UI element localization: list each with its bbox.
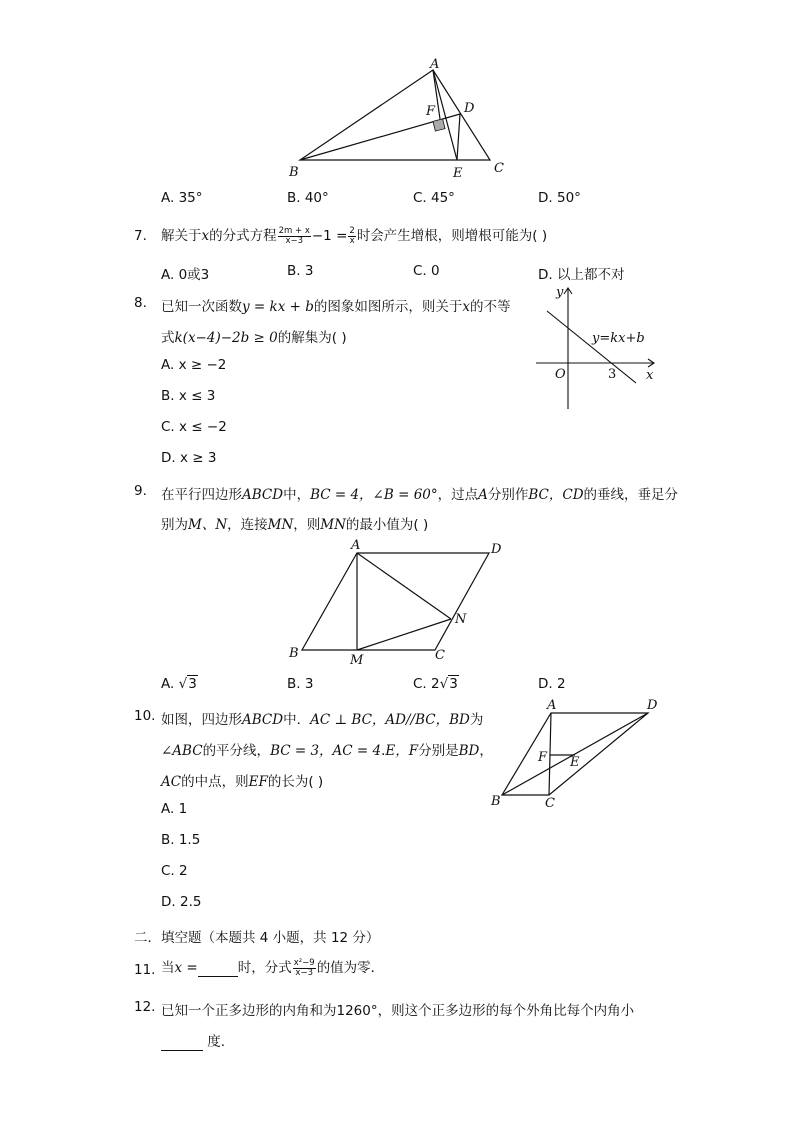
q7-number: 7.	[134, 228, 147, 244]
q9-parallelogram-figure	[285, 535, 515, 670]
q12-stem-line2: 度.	[161, 1030, 225, 1051]
q10-label-a: A	[547, 698, 557, 713]
q10-option-d: D. 2.5	[161, 894, 202, 910]
q7-option-d: D. 以上都不对	[538, 267, 625, 283]
q10-segment-ac	[549, 713, 551, 795]
q8-line-label: y=kx+b	[592, 331, 645, 346]
q8-y-label: y	[556, 285, 564, 300]
q9-label-c: C	[435, 648, 445, 663]
q9-option-a: A. √3	[161, 676, 197, 692]
q10-stem-line3: AC的中点，则EF的长为( )	[161, 774, 324, 790]
q6-label-a: A	[430, 58, 440, 72]
q7-stem: 解关于x的分式方程 $\frac{2m + x}{x-3}$ −1 = $\frac{2}{x}$ 时会产生增根，则增根可能为( )	[161, 225, 548, 246]
q11-stem: 当x = 时，分式 $\frac{\text{x²−9}}{x-3}$ 的值为零．	[161, 957, 385, 978]
q8-option-d: D. x ≥ 3	[161, 450, 217, 466]
q6-option-c: C. 45°	[413, 190, 455, 206]
q8-option-c: C. x ≤ −2	[161, 419, 227, 435]
q10-stem-line1: 如图，四边形ABCD中．AC ⊥ BC，AD//BC，BD为	[161, 712, 484, 728]
q6-option-b: B. 40°	[287, 190, 329, 206]
q9-stem-line2: 别为M、N，连接MN，则MN的最小值为( )	[161, 517, 429, 533]
q9-number: 9.	[134, 483, 147, 499]
q6-triangle-figure	[280, 58, 520, 183]
q6-label-f: F	[426, 104, 436, 119]
q9-label-b: B	[289, 646, 299, 661]
q10-stem-line2: ∠ABC的平分线，BC = 3，AC = 4.E，F分别是BD，	[161, 743, 493, 759]
q6-label-e: E	[453, 166, 463, 181]
q6-right-angle-mark	[433, 119, 445, 131]
q12-number: 12.	[134, 999, 156, 1015]
q10-label-f: F	[538, 750, 548, 765]
q8-option-b: B. x ≤ 3	[161, 388, 216, 404]
q6-option-a: A. 35°	[161, 190, 203, 206]
q9-parallelogram-abcd	[302, 553, 489, 650]
section2-title: 二．填空题（本题共 4 小题，共 12 分）	[134, 930, 380, 946]
q9-label-d: D	[491, 542, 502, 557]
q8-option-a: A. x ≥ −2	[161, 357, 227, 373]
q8-x-tick-label: 3	[608, 367, 617, 382]
q8-origin-label: O	[555, 367, 566, 382]
q6-label-d: D	[464, 101, 475, 116]
q8-x-label: x	[646, 368, 654, 383]
q11-answer-blank[interactable]	[198, 960, 238, 977]
q9-label-m: M	[350, 653, 364, 668]
q6-segment-de	[457, 114, 460, 160]
q6-option-d: D. 50°	[538, 190, 581, 206]
q9-segment-an	[357, 553, 451, 619]
q12-answer-blank[interactable]	[161, 1034, 203, 1051]
q9-option-b: B. 3	[287, 676, 314, 692]
q9-stem-line1: 在平行四边形ABCD中，BC = 4，∠B = 60°，过点A分别作BC，CD的垂线，垂足分	[161, 487, 679, 503]
q9-label-a: A	[351, 538, 361, 553]
q10-label-c: C	[545, 796, 555, 811]
q6-triangle-abc	[300, 70, 490, 160]
q8-stem-line2: 式k(x−4)−2b ≥ 0的解集为( )	[161, 330, 347, 346]
q8-stem-line1: 已知一次函数y = kx + b的图象如图所示，则关于x的不等	[161, 299, 511, 315]
q10-number: 10.	[134, 708, 156, 724]
q8-number: 8.	[134, 295, 147, 311]
q8-function-graph	[530, 280, 660, 415]
q9-option-d: D. 2	[538, 676, 566, 692]
q7-option-c: C. 0	[413, 263, 440, 279]
q10-option-c: C. 2	[161, 863, 188, 879]
q11-number: 11.	[134, 962, 156, 978]
q10-label-e: E	[570, 755, 580, 770]
q9-option-c: C. 2√3	[413, 676, 458, 692]
q10-option-b: B. 1.5	[161, 832, 201, 848]
q6-label-b: B	[289, 165, 299, 180]
q6-label-c: C	[494, 161, 504, 176]
q10-segment-bd	[502, 713, 648, 795]
q12-stem-line1: 已知一个正多边形的内角和为1260°，则这个正多边形的每个外角比每个内角小	[161, 1003, 635, 1019]
q7-option-b: B. 3	[287, 263, 314, 279]
q9-label-n: N	[455, 612, 467, 627]
q6-segment-ae	[433, 70, 457, 160]
q10-label-b: B	[491, 794, 501, 809]
q9-segment-mn	[357, 619, 451, 650]
q10-option-a: A. 1	[161, 801, 188, 817]
q10-label-d: D	[647, 698, 658, 713]
q10-quadrilateral-figure	[485, 695, 665, 813]
q7-option-a: A. 0或3	[161, 267, 210, 283]
